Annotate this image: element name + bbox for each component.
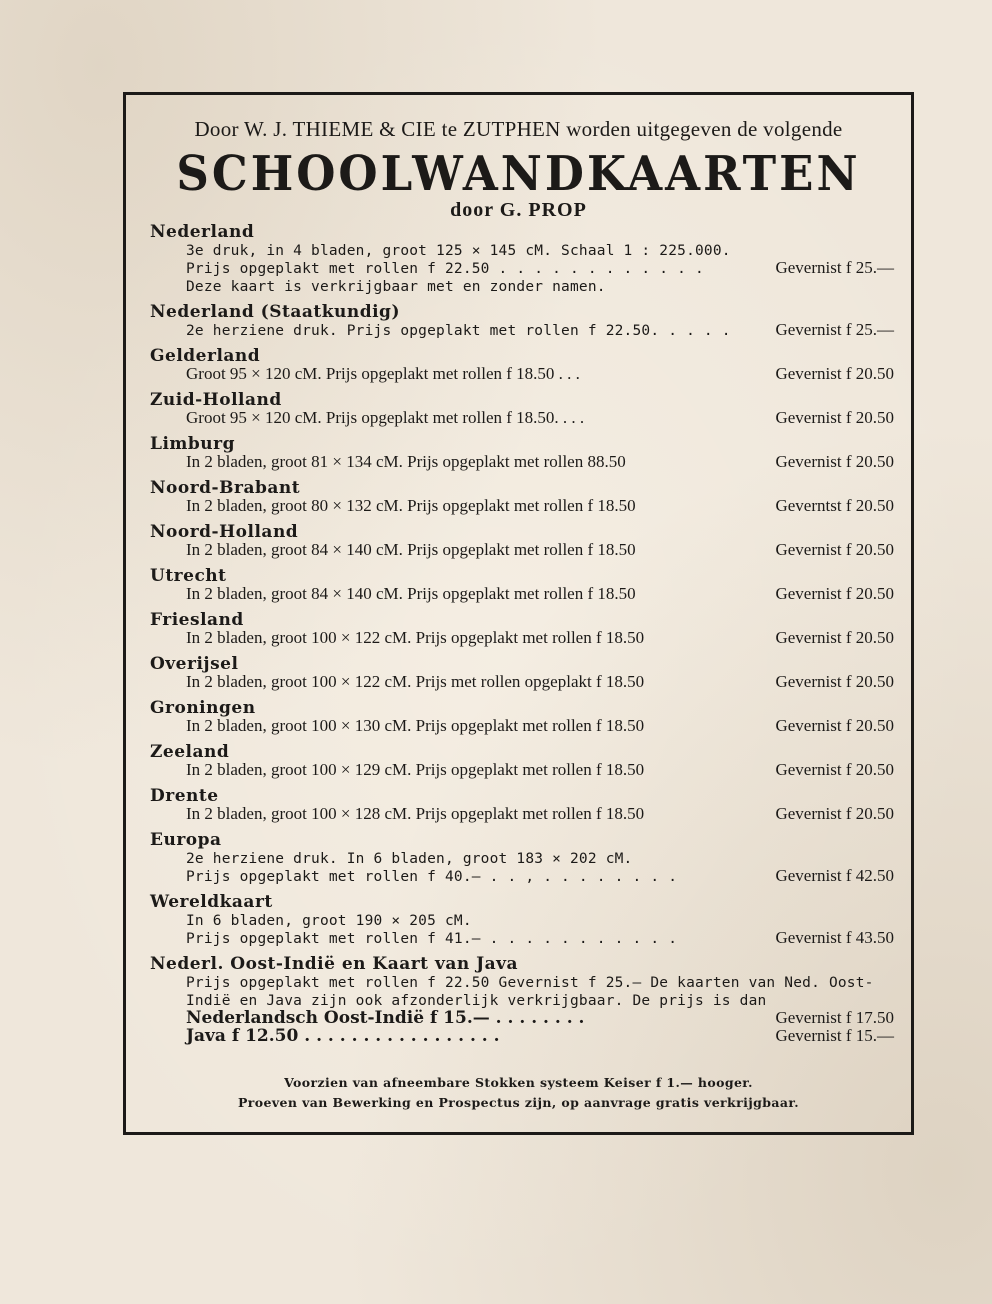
map-entry-name: Utrecht [150, 566, 227, 586]
map-entry-line [150, 761, 894, 779]
map-entry-name: Wereldkaart [150, 892, 273, 912]
map-entry-description: In 6 bladen, groot 190 × 205 cM. [186, 913, 472, 929]
map-entry-description: Nederlandsch Oost-Indië f 15.— . . . . . . . . [186, 1008, 585, 1028]
map-entry [150, 479, 894, 523]
map-entry-name: Nederland [150, 222, 255, 242]
map-entry [150, 611, 894, 655]
map-entry-line [150, 541, 894, 559]
map-entry-description: In 2 bladen, groot 100 × 130 cM. Prijs opgeplakt met rollen f 18.50 [186, 716, 645, 735]
map-entry-name: Zuid-Holland [150, 390, 282, 410]
publisher-intro: Door W. J. THIEME & CIE te ZUTPHEN worden uitgegeven de volgende [194, 117, 843, 141]
varnished-price: Gevernist f 20.50 [775, 408, 894, 427]
map-entry-name: Limburg [150, 434, 235, 454]
map-entry-line [150, 717, 894, 735]
map-entry-description: In 2 bladen, groot 84 × 140 cM. Prijs opgeplakt met rollen f 18.50 [186, 540, 636, 559]
map-entry [150, 303, 894, 347]
map-entry-description: In 2 bladen, groot 81 × 134 cM. Prijs opgeplakt met rollen 88.50 [186, 452, 626, 471]
footer-note-prospectus: Proeven van Bewerking en Prospectus zijn, op aanvrage gratis verkrijgbaar. [237, 1095, 800, 1110]
map-entry-description: Prijs opgeplakt met rollen f 22.50 . . . . . . . . . . . . [186, 261, 704, 277]
footer-note-sticks: Voorzien van afneembare Stokken systeem Keiser f 1.— hooger. [284, 1075, 753, 1090]
map-entry-description: Groot 95 × 120 cM. Prijs opgeplakt met rollen f 18.50 . . . [186, 364, 580, 383]
map-entry-line [150, 629, 894, 647]
varnished-price: Gevernist f 20.50 [775, 716, 894, 735]
map-entry-line [150, 277, 894, 295]
map-entry-description: 2e herziene druk. In 6 bladen, groot 183 × 202 cM. [186, 851, 633, 867]
map-entry [150, 787, 894, 831]
varnished-price: Gevernist f 20.50 [775, 804, 894, 823]
map-entry-description: Indië en Java zijn ook afzonderlijk verkrijgbaar. De prijs is dan [186, 993, 767, 1009]
varnished-price: Gevernist f 20.50 [775, 540, 894, 559]
map-entry-name: Drente [150, 786, 219, 806]
varnished-price: Gevernist f 25.— [775, 258, 894, 277]
map-entry-name: Noord-Holland [150, 522, 299, 542]
map-entry-description: Java f 12.50 . . . . . . . . . . . . . . . . . [186, 1026, 500, 1046]
map-entry-description: In 2 bladen, groot 80 × 132 cM. Prijs opgeplakt met rollen f 18.50 [186, 496, 636, 515]
map-entry-description: In 2 bladen, groot 84 × 140 cM. Prijs opgeplakt met rollen f 18.50 [186, 584, 636, 603]
map-entry-description: In 2 bladen, groot 100 × 122 cM. Prijs opgeplakt met rollen f 18.50 [186, 628, 645, 647]
map-entry [150, 435, 894, 479]
map-entry-line [150, 453, 894, 471]
map-entry-description: 3e druk, in 4 bladen, groot 125 × 145 cM. Schaal 1 : 225.000. [186, 243, 731, 259]
map-entry-name: Nederland (Staatkundig) [150, 302, 400, 322]
page-title: SCHOOLWANDKAARTEN [176, 145, 861, 202]
varnished-price: Gevernist f 20.50 [775, 584, 894, 603]
map-entry [150, 699, 894, 743]
map-entry [150, 523, 894, 567]
varnished-price: Gevernist f 17.50 [775, 1008, 894, 1027]
varnished-price: Gevernist f 42.50 [775, 866, 894, 885]
varnished-price: Gevernist f 15.— [775, 1026, 894, 1045]
varnished-price: Geverntst f 20.50 [775, 496, 894, 515]
map-entry-line [150, 805, 894, 823]
map-entry-description: Prijs opgeplakt met rollen f 40.— . . , . . . . . . . . [186, 869, 678, 885]
map-entry-name: Groningen [150, 698, 256, 718]
map-entry-name: Europa [150, 830, 222, 850]
map-entry-line [150, 1027, 894, 1045]
map-entry-line [150, 849, 894, 867]
map-entry-description: 2e herziene druk. Prijs opgeplakt met rollen f 22.50. . . . . [186, 323, 731, 339]
map-entry [150, 955, 894, 1053]
map-entry-name: Friesland [150, 610, 244, 630]
map-entry-description: Groot 95 × 120 cM. Prijs opgeplakt met rollen f 18.50. . . . [186, 408, 585, 427]
varnished-price: Gevernist f 25.— [775, 320, 894, 339]
varnished-price: Gevernist f 20.50 [775, 760, 894, 779]
map-entry-description: In 2 bladen, groot 100 × 129 cM. Prijs opgeplakt met rollen f 18.50 [186, 760, 645, 779]
varnished-price: Gevernist f 20.50 [775, 672, 894, 691]
map-entry [150, 391, 894, 435]
map-entry-line [150, 911, 894, 929]
map-entry-description: Prijs opgeplakt met rollen f 22.50 Gevernist f 25.— De kaarten van Ned. Oost- [186, 975, 874, 991]
varnished-price: Gevernist f 20.50 [775, 364, 894, 383]
varnished-price: Gevernist f 43.50 [775, 928, 894, 947]
map-entry-line [150, 1009, 894, 1027]
map-entry-line [150, 497, 894, 515]
map-entry-description: Deze kaart is verkrijgbaar met en zonder namen. [186, 279, 606, 295]
map-entry-description: Prijs opgeplakt met rollen f 41.— . . . . . . . . . . . [186, 931, 678, 947]
map-entry-name: Nederl. Oost-Indië en Kaart van Java [150, 954, 519, 974]
map-entry [150, 743, 894, 787]
map-entry-name: Overijsel [150, 654, 239, 674]
map-entry-line [150, 365, 894, 383]
map-entry-line [150, 673, 894, 691]
map-entry-line [150, 973, 894, 991]
map-entry [150, 347, 894, 391]
map-entry-name: Gelderland [150, 346, 261, 366]
map-entry-line [150, 585, 894, 603]
advertisement-frame [123, 92, 914, 1135]
varnished-price: Gevernist f 20.50 [775, 452, 894, 471]
map-entry-line [150, 409, 894, 427]
map-list [150, 223, 894, 1053]
varnished-price: Gevernist f 20.50 [775, 628, 894, 647]
map-entry-description: In 2 bladen, groot 100 × 128 cM. Prijs opgeplakt met rollen f 18.50 [186, 804, 645, 823]
map-entry-line [150, 259, 894, 277]
map-entry-line [150, 991, 894, 1009]
map-entry-line [150, 929, 894, 947]
map-entry-description: In 2 bladen, groot 100 × 122 cM. Prijs met rollen opgeplakt f 18.50 [186, 672, 645, 691]
map-entry [150, 831, 894, 893]
map-entry-line [150, 321, 894, 339]
map-entry [150, 655, 894, 699]
author-line: door G. PROP [450, 199, 587, 221]
map-entry [150, 223, 894, 303]
map-entry-name: Zeeland [150, 742, 230, 762]
map-entry [150, 567, 894, 611]
map-entry-line [150, 867, 894, 885]
map-entry [150, 893, 894, 955]
map-entry-name: Noord-Brabant [150, 478, 301, 498]
map-entry-line [150, 241, 894, 259]
